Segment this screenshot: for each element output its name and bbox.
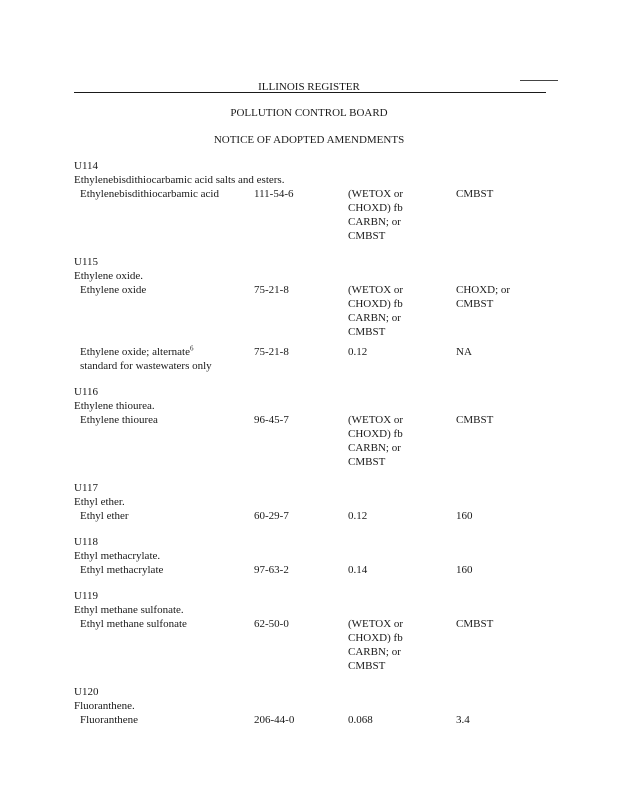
- constituent-name-line: [80, 617, 255, 631]
- cas-number-text: 111-54-6: [254, 188, 294, 200]
- wastewater-standard: [348, 187, 448, 243]
- waste-code: U116: [74, 386, 99, 398]
- constituent-row: [74, 413, 554, 469]
- nonwastewater-standard-line: [456, 345, 556, 359]
- cas-number: [254, 187, 344, 201]
- wastewater-standard-line: [348, 509, 448, 523]
- cas-number: [254, 617, 344, 631]
- constituent-name: [80, 509, 255, 523]
- waste-code-list: [74, 159, 554, 739]
- nonwastewater-standard-line: [456, 713, 556, 727]
- nonwastewater-standard-text: 160: [456, 510, 473, 522]
- wastewater-standard-text: 0.14: [348, 564, 368, 576]
- wastewater-standard: [348, 283, 448, 339]
- nonwastewater-standard-text: 160: [456, 564, 473, 576]
- nonwastewater-standard: [456, 713, 556, 727]
- cas-number: [254, 283, 344, 297]
- waste-code: U115: [74, 256, 99, 268]
- waste-group-name: Ethyl ether.: [74, 496, 125, 508]
- wastewater-standard-text: CMBST: [348, 230, 386, 242]
- constituent-name: [80, 345, 255, 373]
- wastewater-standard-text: (WETOX or: [348, 414, 404, 426]
- nonwastewater-standard: [456, 617, 556, 631]
- constituent-row: [74, 563, 554, 577]
- cas-number-line: [254, 617, 344, 631]
- waste-code: U117: [74, 482, 99, 494]
- constituent-name-text: Ethyl ether: [80, 510, 129, 522]
- waste-entry: [74, 535, 554, 577]
- waste-group-name: Ethyl methane sulfonate.: [74, 604, 184, 616]
- wastewater-standard-line: [348, 345, 448, 359]
- nonwastewater-standard-text: CMBST: [456, 298, 494, 310]
- constituent-row: [74, 345, 554, 373]
- cas-number-text: 97-63-2: [254, 564, 289, 576]
- cas-number-line: [254, 563, 344, 577]
- wastewater-standard-text: CHOXD) fb: [348, 202, 403, 214]
- cas-number-line: [254, 413, 344, 427]
- nonwastewater-standard-text: CHOXD; or: [456, 284, 511, 296]
- constituent-name-line: [80, 563, 255, 577]
- constituent-name: [80, 713, 255, 727]
- header-rule: [74, 92, 546, 93]
- cas-number: [254, 509, 344, 523]
- nonwastewater-standard-text: CMBST: [456, 414, 494, 426]
- wastewater-standard-line: [348, 187, 448, 201]
- wastewater-standard-text: CHOXD) fb: [348, 428, 403, 440]
- wastewater-standard-line: [348, 713, 448, 727]
- constituent-name: [80, 563, 255, 577]
- waste-code: U114: [74, 160, 99, 172]
- wastewater-standard-text: CARBN; or: [348, 312, 401, 324]
- constituent-row: [74, 283, 554, 339]
- waste-code: U118: [74, 536, 99, 548]
- waste-group-name: Ethylene thiourea.: [74, 400, 155, 412]
- header-mark: [520, 80, 558, 81]
- waste-group-name: Ethylenebisdithiocarbamic acid salts and esters.: [74, 174, 285, 186]
- wastewater-standard-text: CARBN; or: [348, 216, 401, 228]
- constituent-name-text: Ethyl methane sulfonate: [80, 618, 187, 630]
- waste-entry: [74, 159, 554, 243]
- wastewater-standard-text: CHOXD) fb: [348, 632, 403, 644]
- constituent-name-line: [80, 187, 255, 201]
- nonwastewater-standard-text: NA: [456, 346, 472, 358]
- cas-number-line: [254, 713, 344, 727]
- nonwastewater-standard-text: 3.4: [456, 714, 470, 726]
- nonwastewater-standard-text: CMBST: [456, 188, 494, 200]
- cas-number-text: 96-45-7: [254, 414, 289, 426]
- constituent-row: [74, 713, 554, 727]
- constituent-name: [80, 413, 255, 427]
- nonwastewater-standard-text: CMBST: [456, 618, 494, 630]
- nonwastewater-standard-line: [456, 617, 556, 631]
- wastewater-standard-line: [348, 645, 448, 659]
- wastewater-standard-text: 0.12: [348, 346, 368, 358]
- nonwastewater-standard: [456, 413, 556, 427]
- cas-number-text: 62-50-0: [254, 618, 289, 630]
- constituent-row: [74, 187, 554, 243]
- waste-entry: [74, 255, 554, 373]
- constituent-name-text: Fluoranthene: [80, 714, 139, 726]
- wastewater-standard: [348, 413, 448, 469]
- constituent-name-line: [80, 713, 255, 727]
- cas-number-line: [254, 509, 344, 523]
- constituent-name-line: [80, 283, 255, 297]
- cas-number-text: 206-44-0: [254, 714, 295, 726]
- wastewater-standard-text: CMBST: [348, 326, 386, 338]
- cas-number: [254, 563, 344, 577]
- notice-title: NOTICE OF ADOPTED AMENDMENTS: [213, 134, 405, 146]
- constituent-name-line: [80, 345, 255, 359]
- wastewater-standard-line: [348, 659, 448, 673]
- cas-number-text: 60-29-7: [254, 510, 289, 522]
- constituent-name-text: Ethylene oxide: [80, 284, 147, 296]
- nonwastewater-standard: [456, 345, 556, 359]
- constituent-name-line: [80, 359, 255, 373]
- waste-code: U119: [74, 590, 99, 602]
- footnote-marker: 6: [189, 344, 194, 353]
- wastewater-standard-line: [348, 617, 448, 631]
- cas-number-line: [254, 187, 344, 201]
- wastewater-standard-line: [348, 283, 448, 297]
- constituent-name-text: Ethylene oxide; alternate: [80, 346, 190, 358]
- nonwastewater-standard: [456, 563, 556, 577]
- wastewater-standard-text: CHOXD) fb: [348, 298, 403, 310]
- wastewater-standard-line: [348, 325, 448, 339]
- wastewater-standard-text: CARBN; or: [348, 442, 401, 454]
- cas-number-line: [254, 345, 344, 359]
- constituent-row: [74, 617, 554, 673]
- cas-number: [254, 413, 344, 427]
- nonwastewater-standard-line: [456, 187, 556, 201]
- nonwastewater-standard: [456, 509, 556, 523]
- cas-number: [254, 345, 344, 359]
- wastewater-standard: [348, 509, 448, 523]
- constituent-name-text: Ethylene thiourea: [80, 414, 158, 426]
- constituent-name-text: Ethylenebisdithiocarbamic acid: [80, 188, 219, 200]
- wastewater-standard-text: CARBN; or: [348, 646, 401, 658]
- waste-group-name: Ethyl methacrylate.: [74, 550, 161, 562]
- wastewater-standard-line: [348, 427, 448, 441]
- nonwastewater-standard-line: [456, 413, 556, 427]
- cas-number-text: 75-21-8: [254, 284, 289, 296]
- wastewater-standard-line: [348, 441, 448, 455]
- wastewater-standard-text: (WETOX or: [348, 188, 404, 200]
- wastewater-standard-line: [348, 311, 448, 325]
- waste-entry: [74, 685, 554, 727]
- wastewater-standard-line: [348, 229, 448, 243]
- constituent-name-line: [80, 509, 255, 523]
- waste-entry: [74, 589, 554, 673]
- constituent-name-text: Ethyl methacrylate: [80, 564, 164, 576]
- nonwastewater-standard-line: [456, 509, 556, 523]
- cas-number-text: 75-21-8: [254, 346, 289, 358]
- constituent-name: [80, 187, 255, 201]
- wastewater-standard-text: (WETOX or: [348, 284, 404, 296]
- wastewater-standard-text: (WETOX or: [348, 618, 404, 630]
- wastewater-standard-line: [348, 297, 448, 311]
- wastewater-standard-line: [348, 563, 448, 577]
- waste-entry: [74, 481, 554, 523]
- wastewater-standard-text: CMBST: [348, 456, 386, 468]
- waste-code: U120: [74, 686, 99, 698]
- waste-group-name: Fluoranthene.: [74, 700, 135, 712]
- nonwastewater-standard-line: [456, 283, 556, 297]
- cas-number-line: [254, 283, 344, 297]
- wastewater-standard: [348, 563, 448, 577]
- register-title: ILLINOIS REGISTER: [258, 81, 360, 93]
- waste-group-name: Ethylene oxide.: [74, 270, 144, 282]
- waste-entry: [74, 385, 554, 469]
- wastewater-standard-line: [348, 215, 448, 229]
- agency-name: POLLUTION CONTROL BOARD: [230, 107, 388, 119]
- wastewater-standard-line: [348, 455, 448, 469]
- nonwastewater-standard-line: [456, 297, 556, 311]
- wastewater-standard-line: [348, 413, 448, 427]
- wastewater-standard-text: 0.12: [348, 510, 368, 522]
- nonwastewater-standard: [456, 187, 556, 201]
- wastewater-standard: [348, 345, 448, 359]
- constituent-name: [80, 617, 255, 631]
- nonwastewater-standard: [456, 283, 556, 311]
- constituent-name: [80, 283, 255, 297]
- cas-number: [254, 713, 344, 727]
- wastewater-standard-text: CMBST: [348, 660, 386, 672]
- nonwastewater-standard-line: [456, 563, 556, 577]
- wastewater-standard-line: [348, 201, 448, 215]
- wastewater-standard: [348, 617, 448, 673]
- constituent-name-line: [80, 413, 255, 427]
- wastewater-standard-text: 0.068: [348, 714, 373, 726]
- wastewater-standard: [348, 713, 448, 727]
- constituent-name-text: standard for wastewaters only: [80, 360, 212, 372]
- wastewater-standard-line: [348, 631, 448, 645]
- constituent-row: [74, 509, 554, 523]
